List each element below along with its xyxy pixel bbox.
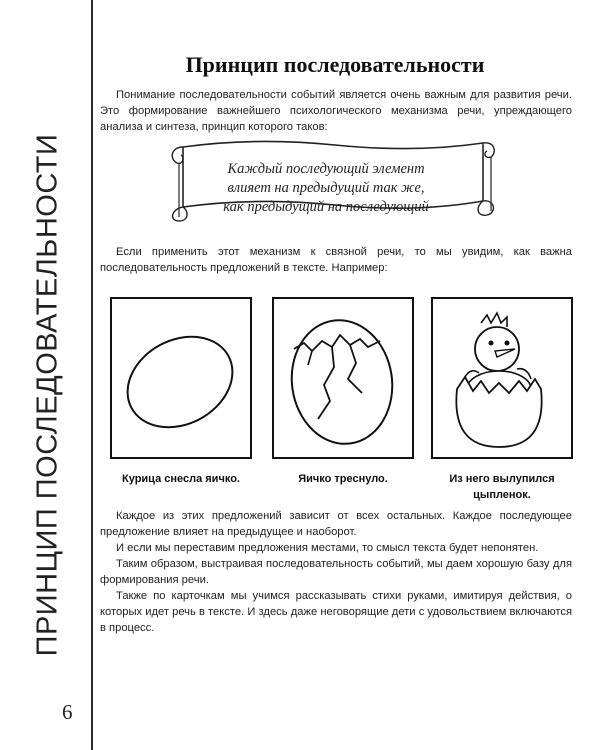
body-paragraph: Каждое из этих предложений зависит от всех остальных. Каждое последующее предложение влияет на предыдущее и наоборот. bbox=[100, 510, 572, 538]
page-title: Принцип последовательности bbox=[185, 52, 485, 77]
card-chick bbox=[431, 297, 573, 459]
scroll-quote bbox=[192, 160, 460, 217]
side-title: ПРИНЦИП ПОСЛЕДОВАТЕЛЬНОСТИ bbox=[31, 133, 64, 657]
card-cracked-egg bbox=[272, 297, 414, 459]
page-number: 6 bbox=[62, 700, 73, 724]
scroll-line-2: влияет на предыдущий так же, bbox=[227, 180, 425, 196]
body-text bbox=[100, 508, 572, 636]
example-intro-paragraph bbox=[100, 244, 572, 276]
caption-chick-hatched: Из него вылупился цыпленок. bbox=[449, 473, 555, 501]
side-divider-line bbox=[91, 0, 93, 750]
scroll-line-3: как предыдущий на последующий bbox=[223, 199, 429, 215]
body-paragraph: Таким образом, выстраивая последовательность событий, мы даем хорошую базу для формирования речи. bbox=[100, 558, 572, 586]
body-paragraph: Также по карточкам мы учимся рассказывать стихи руками, имитируя действия, о которых идет речь в тексте. И здесь даже неговорящие дети с удовольствием включаются в процесс. bbox=[100, 590, 572, 634]
body-paragraph: И если мы переставим предложения местами, то смысл текста будет непонятен. bbox=[116, 542, 539, 554]
intro-text: Понимание последовательности событий является очень важным для развития речи. Это формирование важнейшего психологического механизма речи, упреждающего анализа и синтеза, принцип которого таков: bbox=[100, 89, 572, 133]
eggshell-icon bbox=[456, 377, 541, 447]
scroll-line-1: Каждый последующий элемент bbox=[227, 161, 425, 177]
caption-egg-cracked: Яичко треснуло. bbox=[298, 473, 388, 485]
card-egg bbox=[110, 297, 252, 459]
intro-paragraph bbox=[100, 87, 572, 135]
example-intro-text: Если применить этот механизм к связной речи, то мы увидим, как важна последовательность предложений в тексте. Например: bbox=[100, 246, 572, 274]
caption-hen-laid-egg: Курица снесла яичко. bbox=[122, 473, 240, 485]
